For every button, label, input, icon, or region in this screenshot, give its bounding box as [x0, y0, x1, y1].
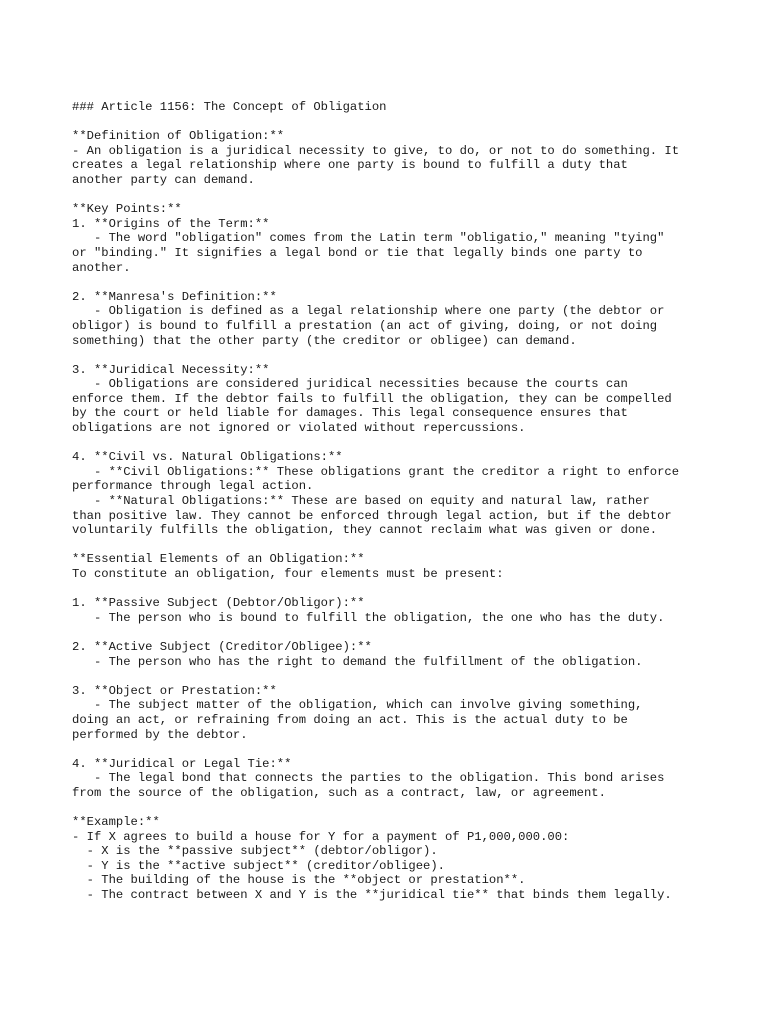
text-line: 1. **Passive Subject (Debtor/Obligor):** [72, 596, 365, 611]
blank-line [72, 582, 722, 597]
blank-line [72, 436, 722, 451]
text-line: **Key Points:** [72, 202, 182, 217]
text-line: another party can demand. [72, 172, 255, 187]
text-line: **Essential Elements of an Obligation:** [72, 552, 365, 567]
text-line: from the source of the obligation, such as a contract, law, or agreement. [72, 785, 606, 800]
text-line: - The person who is bound to fulfill the obligation, the one who has the duty. [72, 610, 665, 625]
text-line: - The legal bond that connects the parties to the obligation. This bond arises [72, 771, 665, 786]
text-line: - The subject matter of the obligation, which can involve giving something, [72, 698, 643, 713]
text-line: 3. **Object or Prestation:** [72, 683, 277, 698]
document-body [72, 100, 722, 903]
text-line: - The contract between X and Y is the **juridical tie** that binds them legally. [72, 888, 672, 903]
text-line: To constitute an obligation, four elements must be present: [72, 567, 504, 581]
text-line: or "binding." It signifies a legal bond or tie that legally binds one party to [72, 245, 643, 260]
text-line: - Y is the **active subject** (creditor/obligee). [72, 858, 445, 873]
text-line: obligations are not ignored or violated without repercussions. [72, 421, 526, 436]
text-line: - **Civil Obligations:** These obligations grant the creditor a right to enforce [72, 464, 680, 479]
text-line: - If X agrees to build a house for Y for a payment of P1,000,000.00: [72, 829, 570, 844]
blank-line [72, 275, 722, 290]
blank-line [72, 188, 722, 203]
text-line: - The word "obligation" comes from the Latin term "obligatio," meaning "tying" [72, 231, 665, 246]
text-line: - An obligation is a juridical necessity to give, to do, or not to do something. It [72, 143, 680, 158]
text-line: 4. **Civil vs. Natural Obligations:** [72, 450, 343, 465]
text-line: something) that the other party (the creditor or obligee) can demand. [72, 333, 577, 348]
text-line: creates a legal relationship where one party is bound to fulfill a duty that [72, 158, 628, 173]
blank-line [72, 801, 722, 816]
text-line: - Obligations are considered juridical necessities because the courts can [72, 377, 628, 392]
text-line: - **Natural Obligations:** These are based on equity and natural law, rather [72, 494, 650, 509]
text-line: obligor) is bound to fulfill a prestation (an act of giving, doing, or not doing [72, 318, 658, 333]
text-line: doing an act, or refraining from doing an act. This is the actual duty to be [72, 712, 628, 727]
blank-line [72, 348, 722, 363]
text-line: 3. **Juridical Necessity:** [72, 362, 270, 377]
text-line: voluntarily fulfills the obligation, they cannot reclaim what was given or done. [72, 523, 658, 538]
text-line: 2. **Active Subject (Creditor/Obligee):** [72, 639, 372, 654]
text-line: - The person who has the right to demand the fulfillment of the obligation. [72, 654, 643, 669]
blank-line [72, 538, 722, 553]
document-page [72, 100, 722, 903]
text-line: - The building of the house is the **object or prestation**. [72, 873, 526, 888]
text-line: another. [72, 260, 131, 275]
text-line: **Definition of Obligation:** [72, 129, 285, 144]
text-line: enforce them. If the debtor fails to fulfill the obligation, they can be compelled [72, 391, 672, 406]
blank-line [72, 742, 722, 757]
text-line: than positive law. They cannot be enforced through legal action, but if the debtor [72, 508, 672, 523]
text-line: - Obligation is defined as a legal relationship where one party (the debtor or [72, 304, 665, 319]
text-line: performed by the debtor. [72, 727, 248, 742]
text-line: by the court or held liable for damages. This legal consequence ensures that [72, 406, 628, 421]
text-line: 4. **Juridical or Legal Tie:** [72, 756, 292, 771]
text-line: - X is the **passive subject** (debtor/obligor). [72, 844, 438, 859]
blank-line [72, 115, 722, 130]
text-line: 1. **Origins of the Term:** [72, 216, 270, 231]
text-line: 2. **Manresa's Definition:** [72, 289, 277, 304]
text-line: **Example:** [72, 815, 160, 830]
text-line: performance through legal action. [72, 479, 314, 494]
blank-line [72, 625, 722, 640]
blank-line [72, 669, 722, 684]
text-line: ### Article 1156: The Concept of Obligation [72, 100, 387, 114]
